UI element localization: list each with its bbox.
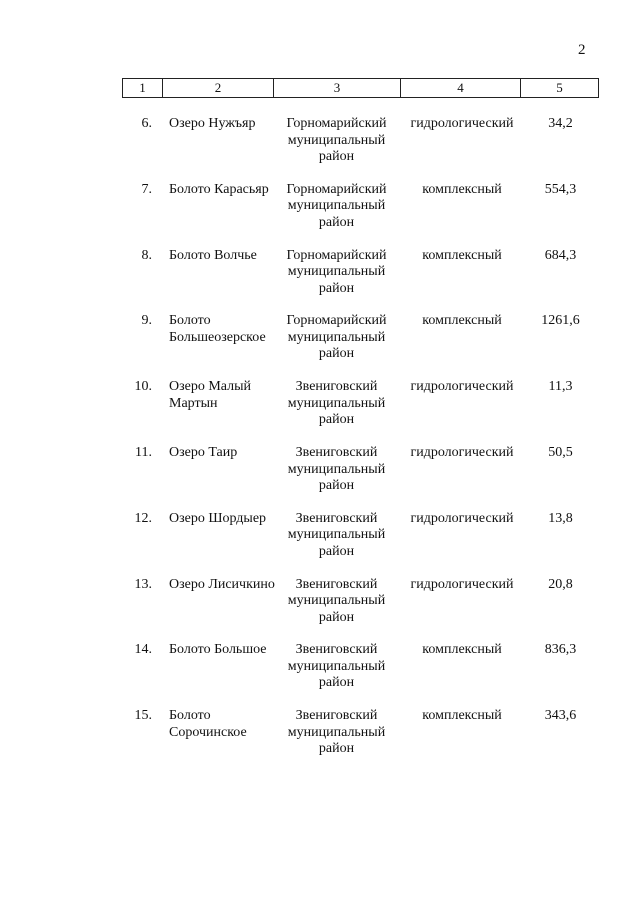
area: 13,8 (548, 510, 573, 526)
profile: гидрологический (410, 379, 514, 395)
area: 836,3 (544, 642, 577, 658)
district: Горномарийский муниципальный район (286, 181, 387, 230)
area: 34,2 (548, 116, 573, 131)
profile: гидрологический (410, 576, 514, 592)
row-number: 6. (141, 116, 152, 131)
area: 20,8 (548, 576, 573, 592)
header-col-1: 1 (122, 79, 162, 97)
profile: комплексный (422, 247, 502, 263)
table-header (122, 78, 599, 98)
site-name: Болото Большое (169, 642, 267, 658)
header-col-5: 5 (520, 79, 599, 97)
site-name: Болото Карасьяр (169, 181, 269, 197)
row-number: 10. (134, 379, 152, 395)
profile: комплексный (422, 313, 502, 329)
site-name: Болото Большеозерское (169, 313, 266, 345)
nature-reserves-table (122, 78, 599, 757)
area: 1261,6 (541, 313, 580, 329)
area: 684,3 (544, 247, 577, 263)
row-number: 7. (141, 181, 152, 197)
header-col-4: 4 (400, 79, 520, 97)
profile: гидрологический (410, 510, 514, 526)
header-col-2: 2 (162, 79, 273, 97)
district: Звениговский муниципальный район (287, 510, 386, 559)
district: Звениговский муниципальный район (287, 642, 386, 691)
area: 554,3 (544, 181, 577, 197)
row-number: 11. (135, 445, 152, 460)
page-number: 2 (578, 42, 586, 58)
site-name: Озеро Таир (169, 445, 238, 460)
profile: гидрологический (410, 445, 514, 460)
district: Звениговский муниципальный район (287, 576, 386, 625)
header-col-3: 3 (273, 79, 400, 97)
site-name: Озеро Лисичкино (169, 576, 275, 592)
row-number: 9. (141, 313, 152, 329)
profile: гидрологический (410, 116, 514, 131)
row-number: 12. (134, 510, 152, 526)
district: Звениговский муниципальный район (287, 445, 386, 493)
district: Горномарийский муниципальный район (286, 116, 387, 164)
profile: комплексный (422, 642, 502, 658)
profile: комплексный (422, 708, 502, 724)
site-name: Озеро Малый Мартын (169, 379, 252, 411)
area: 11,3 (548, 379, 573, 395)
district: Горномарийский муниципальный район (286, 247, 387, 296)
row-number: 8. (141, 247, 152, 263)
row-number: 13. (134, 576, 152, 592)
district: Звениговский муниципальный район (287, 708, 386, 757)
site-name: Болото Сорочинское (169, 708, 247, 740)
site-name: Озеро Нужъяр (169, 116, 256, 131)
row-number: 15. (134, 708, 152, 724)
site-name: Болото Волчье (169, 247, 257, 263)
district: Горномарийский муниципальный район (286, 313, 387, 362)
area: 50,5 (548, 445, 573, 460)
site-name: Озеро Шордыер (169, 510, 267, 526)
profile: комплексный (422, 181, 502, 197)
row-number: 14. (134, 642, 152, 658)
area: 343,6 (544, 708, 577, 724)
district: Звениговский муниципальный район (287, 379, 386, 428)
